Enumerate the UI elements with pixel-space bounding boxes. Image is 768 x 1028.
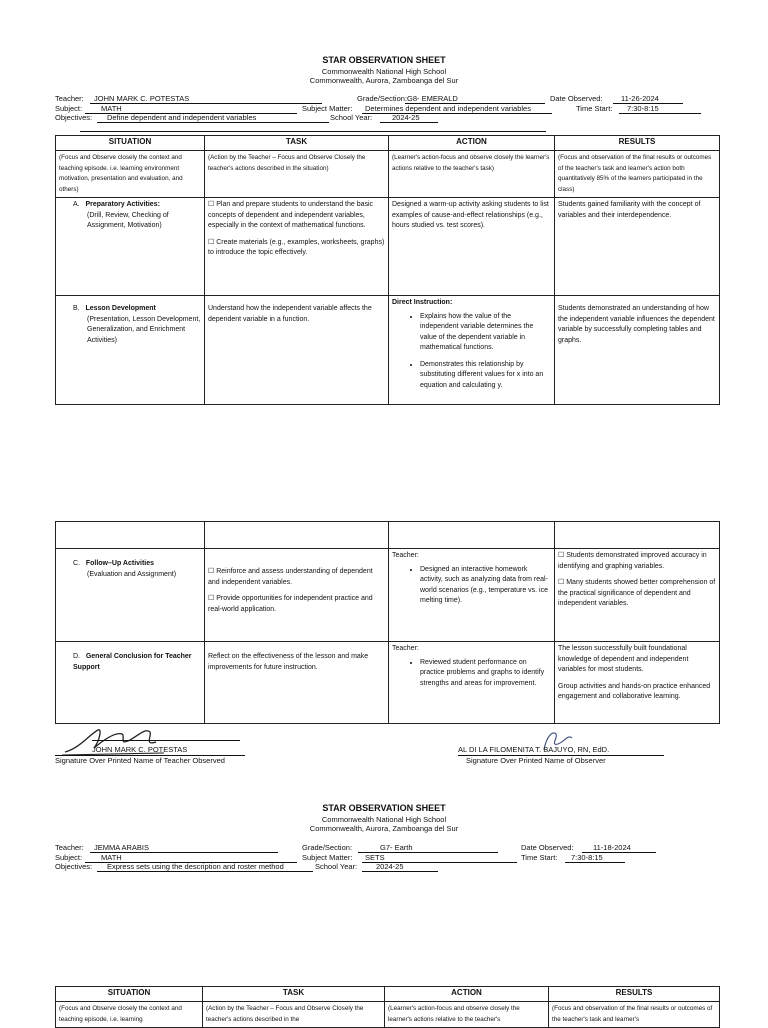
row-b-results: Students demonstrated an understanding of how the independent variable influences the dependent variable by successfully completing tables and graphs. [555,296,720,405]
row-a-situation [56,198,205,296]
grade-value: G8- EMERALD [407,94,458,103]
sheet-title-2: STAR OBSERVATION SHEET [322,803,446,813]
school-name: Commonwealth National High School [321,67,447,76]
subject-value: MATH [101,104,122,113]
teacher-value-2: JEMMA ARABIS [94,843,150,852]
row-d-name: General Conclusion for Teacher Support [73,653,192,671]
time-label: Time Start: [576,104,613,113]
row-c-results-1: ☐ Students demonstrated improved accuracy in identifying and graphing variables. [558,552,707,570]
teacher-label: Teacher: [55,94,84,103]
guide-task-2: (Action by the Teacher – Focus and Observe Closely the teacher's actions described in the [203,1002,385,1028]
table-row [56,296,720,405]
row-d-task: Reflect on the effectiveness of the lesson and make improvements for future instruction. [205,642,389,724]
school-year-label: School Year: [330,113,373,122]
row-d-letter: D. [73,653,80,660]
header-task: TASK [205,136,389,151]
row-a-task-2: ☐ Create materials (e.g., examples, worksheets, graphs) to introduce the topic effectively. [208,238,385,256]
header-action-2: ACTION [385,987,549,1002]
objectives-value-2: Express sets using the description and roster method [107,862,284,871]
header-situation: SITUATION [56,136,205,151]
row-b-task: Understand how the independent variable affects the dependent variable in a function. [205,296,389,405]
row-c-letter: C. [73,560,80,567]
guide-action: (Learner's action-focus and observe closely the learner's actions relative to the teacher's task) [389,151,555,198]
header-task-2: TASK [203,987,385,1002]
school-address-2: Commonwealth, Aurora, Zamboanga del Sur [309,824,459,833]
grade-value-2: G7- Earth [380,843,413,852]
guide-action-2: (Learner's action-focus and observe closely the learner's actions relative to the teacher's [385,1002,549,1028]
subject-matter-label: Subject Matter: [302,104,353,113]
header-action: ACTION [389,136,555,151]
header-results: RESULTS [555,136,720,151]
objectives-label: Objectives: [55,113,93,122]
row-a-detail: (Drill, Review, Checking of Assignment, Motivation) [87,211,169,229]
subject-matter-value: Determines dependent and independent variables [365,104,531,113]
row-d-results-2: Group activities and hands-on practice enhanced engagement and collaborative learning. [558,682,711,700]
observer-signature-caption: Signature Over Printed Name of Observer [466,756,606,765]
row-a-results: Students gained familiarity with the concept of variables and their interdependence. [555,198,720,296]
school-year-label-2: School Year: [315,862,358,871]
row-d-action-head: Teacher: [392,645,419,652]
school-year-value-2: 2024-25 [376,862,404,871]
row-b-detail: (Presentation, Lesson Development, Generalization, and Enrichment Activities) [87,315,201,344]
row-c-task-1: ☐ Reinforce and assess understanding of dependent and independent variables. [208,568,373,586]
row-c-name: Follow–Up Activities [85,560,155,567]
table-row [56,642,720,724]
subject-label-2: Subject: [55,853,83,862]
header-situation-2: SITUATION [56,987,203,1002]
subject-label: Subject: [55,104,83,113]
row-c-results-2: ☐ Many students showed better comprehension of the practical significance of dependent and independent variables. [558,579,716,607]
date-value-2: 11-18-2024 [593,843,631,852]
table-row [56,549,720,642]
observation-table [55,135,720,405]
time-label-2: Time Start: [521,853,558,862]
time-value-2: 7:30-8:15 [571,853,603,862]
subject-value-2: MATH [101,853,122,862]
teacher-signature-caption: Signature Over Printed Name of Teacher Observed [55,756,225,765]
row-d-results-1: The lesson successfully built foundational knowledge of dependent and independent variables for most students. [558,645,689,673]
teacher-label-2: Teacher: [55,843,84,852]
row-a-action: Designed a warm-up activity asking students to list examples of cause-and-effect relationships (e.g., hours studied vs. test scores). [389,198,555,296]
row-b-letter: B. [73,305,80,312]
date-value: 11-26-2024 [621,94,659,103]
guide-situation-2: (Focus and Observe closely the context and teaching episode. i.e. learning [56,1002,203,1028]
time-value: 7:30-8:15 [627,104,659,113]
guide-results: (Focus and observation of the final results or outcomes of the teacher's task and learner's action both quantitatively 85% of the learners participated in the class) [555,151,720,198]
guide-task: (Action by the Teacher – Focus and Observe Closely the teacher's actions described in the situation) [205,151,389,198]
row-b-action-1: • Explains how the value of the independent variable determines the value of the dependent variable in mathematical functions. [420,312,551,354]
observation-table-2 [55,986,720,1028]
school-name-2: Commonwealth National High School [321,815,447,824]
observer-printed-name: AL DI LA FILOMENITA T. BAJUYO, RN, EdD. [458,745,610,754]
row-c-action-1: • Designed an interactive homework activity, such as analyzing data from real-world scenarios (e.g., temperature vs. ice melting time). [420,565,551,607]
date-label: Date Observed: [550,94,603,103]
row-d-action-1: • Reviewed student performance on practice problems and graphs to identify strengths and areas for improvement. [420,658,551,690]
header-results-2: RESULTS [549,987,720,1002]
grade-label: Grade/Section: [357,94,408,103]
objectives-value: Define dependent and independent variables [107,113,257,122]
guide-situation: (Focus and Observe closely the context and teaching episode. i.e. learning environment motivation, presentation and evaluation, and others) [56,151,205,198]
subject-matter-value-2: SETS [365,853,385,862]
row-a-task-1: ☐ Plan and prepare students to understand the basic concepts of dependent and independent variables, especially in the context of mathematical functions. [208,201,374,229]
sheet-title: STAR OBSERVATION SHEET [322,55,446,65]
observation-table-continued [55,521,720,724]
guide-results-2: (Focus and observation of the final results or outcomes of the teacher's task and learner's [549,1002,720,1028]
teacher-value: JOHN MARK C. POTESTAS [94,94,190,103]
row-b-action-2: • Demonstrates this relationship by substituting different values for x into an equation and calculating y. [420,360,551,392]
row-b-name: Lesson Development [85,305,156,312]
date-label-2: Date Observed: [521,843,574,852]
school-address: Commonwealth, Aurora, Zamboanga del Sur [309,76,459,85]
school-year-value: 2024-25 [392,113,420,122]
subject-matter-label-2: Subject Matter: [302,853,353,862]
row-c-detail: (Evaluation and Assignment) [87,570,177,578]
row-a-name: Preparatory Activities: [85,201,160,208]
objectives-label-2: Objectives: [55,862,93,871]
row-c-task-2: ☐ Provide opportunities for independent practice and real-world application. [208,595,373,613]
row-a-letter: A. [73,201,80,208]
row-b-action-head: Direct Instruction: [392,299,453,306]
teacher-printed-name: JOHN MARK C. POTESTAS [92,745,188,754]
grade-label-2: Grade/Section: [302,843,353,852]
table-row [56,198,720,296]
row-c-action-head: Teacher: [392,552,419,559]
